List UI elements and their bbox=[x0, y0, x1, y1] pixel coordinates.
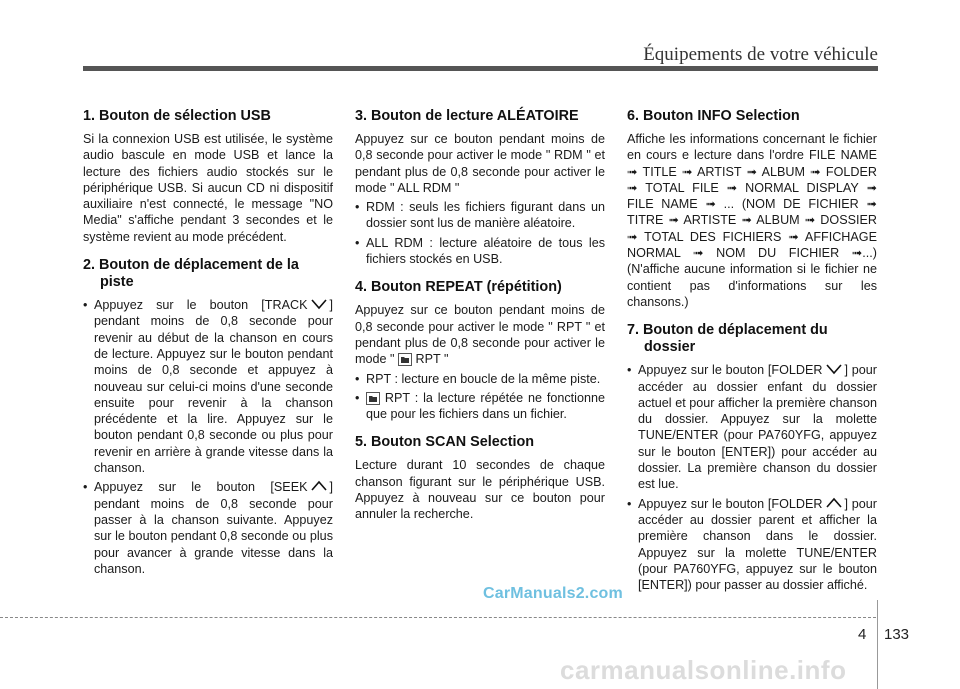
list-item bbox=[627, 496, 877, 594]
section-random-title: 3. Bouton de lecture ALÉATOIRE bbox=[355, 108, 579, 124]
track-bullets bbox=[83, 297, 333, 577]
section-info-title: 6. Bouton INFO Selection bbox=[627, 108, 800, 124]
section-info-text: Affiche les informations concernant le fichier en cours e lecture dans l'ordre FILE NAME ➟ TITLE ➟ ARTIST ➟ ALBUM ➟ FOLDER ➟ TOTAL FILE ➟ NORMAL DISPLAY ➟ FILE NAME ➟ ... (NOM DE FICHIER ➟ TITRE ➟ ARTISTE ➟ ALBUM ➟ DOSSIER ➟ TOTAL DES FICHIERS ➟ AFFICHAGE NORMAL ➟ NOM DU FICHIER ➟...) (N'affiche aucune information si le fichier ne contient pas d'informations sur les chansons.) bbox=[627, 132, 877, 309]
section-track-title-a: 2. Bouton de déplacement de la bbox=[83, 257, 299, 274]
list-item bbox=[83, 479, 333, 577]
section-folder-title-a: 7. Bouton de déplacement du bbox=[627, 322, 828, 339]
page-number: 133 bbox=[884, 626, 910, 643]
section-folder-title bbox=[627, 322, 877, 356]
list-item bbox=[627, 362, 877, 492]
folder-bullets bbox=[627, 362, 877, 593]
watermark-carmanuals2[interactable]: CarManuals2.com bbox=[483, 585, 623, 602]
repeat-bullet-folder-text: RPT : la lecture répétée ne fonctionne que pour les fichiers dans un fichier. bbox=[366, 390, 605, 422]
folder-icon bbox=[398, 353, 412, 366]
page-number-divider bbox=[877, 600, 878, 689]
section-repeat-title: 4. Bouton REPEAT (répétition) bbox=[355, 279, 562, 296]
seek-bullet-text-b: ] pendant moins de 0,8 seconde pour passer à la chanson suivante. Appuyez sur le bouton pendant 0,8 seconde ou plus pour avancer à grande vitesse dans la chanson. bbox=[94, 480, 333, 576]
track-bullet-text-a: Appuyez sur le bouton [TRACK bbox=[94, 298, 308, 313]
page-header-title: Équipements de votre véhicule bbox=[643, 44, 878, 65]
list-item bbox=[355, 390, 605, 423]
list-item: • RDM : seuls les fichiers figurant dans un dossier sont lus de manière aléatoire. bbox=[355, 199, 605, 232]
list-item bbox=[83, 297, 333, 476]
random-bullets bbox=[355, 199, 605, 267]
folder-down-text-a: Appuyez sur le bouton [FOLDER bbox=[638, 363, 823, 378]
section-scan-title: 5. Bouton SCAN Selection bbox=[355, 434, 535, 451]
section-random-text: Appuyez sur ce bouton pendant moins de 0,8 seconde pour activer le mode " RDM " et pendant plus de 0,8 seconde pour activer le mode " ALL RDM " bbox=[355, 132, 605, 195]
chevron-up-icon bbox=[310, 480, 328, 492]
repeat-bullets bbox=[355, 371, 605, 423]
chevron-down-icon bbox=[825, 363, 843, 375]
section-track-title-b: piste bbox=[100, 274, 134, 291]
list-item: • RPT : lecture en boucle de la même piste. bbox=[355, 371, 605, 387]
chevron-up-icon bbox=[825, 497, 843, 509]
header-rule bbox=[83, 66, 878, 71]
seek-bullet-text-a: Appuyez sur le bouton [SEEK bbox=[94, 480, 308, 495]
folder-up-text-b: ] pour accéder au dossier parent et afficher la première chanson dans le dossier. Appuyez sur la molette TUNE/ENTER (pour PA760YFG, appuyez sur le bouton [ENTER]) pour passer au dossier affiché. bbox=[638, 496, 877, 593]
watermark-carmanualsonline: carmanualsonline.info bbox=[560, 655, 847, 685]
column-2 bbox=[355, 108, 605, 523]
section-usb-text: Si la connexion USB est utilisée, le système audio bascule en mode USB et lance la lecture des fichiers audio stockés sur le périphérique USB. Si aucun CD ni dispositif auxiliaire n'est connecté, le message "NO Media" s'affiche pendant 3 secondes et le système revient au mode précédent. bbox=[83, 132, 333, 244]
track-bullet-text-b: ] pendant moins de 0,8 seconde pour revenir au début de la chanson en cours de lecture. Appuyez sur le bouton pendant moins de 0,8 seconde et appuyez à nouveau sur celui-ci moins d'une seconde ensuite pour revenir à la chanson précédente et la lire. Appuyez sur le bouton pendant 0,8 seconde ou plus pour revenir en arrière à grande vitesse dans la chanson. bbox=[94, 298, 333, 476]
list-item: • ALL RDM : lecture aléatoire de tous les fichiers stockés en USB. bbox=[355, 235, 605, 268]
folder-up-text-a: Appuyez sur le bouton [FOLDER bbox=[638, 496, 823, 511]
section-scan-text: Lecture durant 10 secondes de chaque chanson figurant sur le périphérique USB. Appuyez à nouveau sur ce bouton pour annuler la recherche. bbox=[355, 458, 605, 522]
folder-icon bbox=[366, 392, 380, 405]
section-folder-title-b: dossier bbox=[644, 339, 696, 356]
chevron-down-icon bbox=[310, 298, 328, 310]
section-usb-title: 1. Bouton de sélection USB bbox=[83, 108, 271, 124]
column-3 bbox=[627, 108, 877, 596]
footer-divider bbox=[0, 617, 876, 618]
column-1 bbox=[83, 108, 333, 580]
chapter-number: 4 bbox=[858, 626, 867, 643]
folder-down-text-b: ] pour accéder au dossier enfant du dossier actuel et pour afficher la première chanson du dossier. Appuyez sur la molette TUNE/ENTER (pour PA760YFG, appuyez sur le bouton [ENTER]) pour accéder au dossier. La première chanson du dossier est lue. bbox=[638, 363, 877, 492]
repeat-text-b: RPT " bbox=[415, 352, 449, 367]
section-track-title bbox=[83, 257, 333, 291]
repeat-text-a: Appuyez sur ce bouton pendant moins de 0,8 seconde pour activer le mode " RPT " et pendant plus de 0,8 seconde pour activer le mode " bbox=[355, 303, 605, 367]
section-repeat-text bbox=[355, 302, 605, 367]
